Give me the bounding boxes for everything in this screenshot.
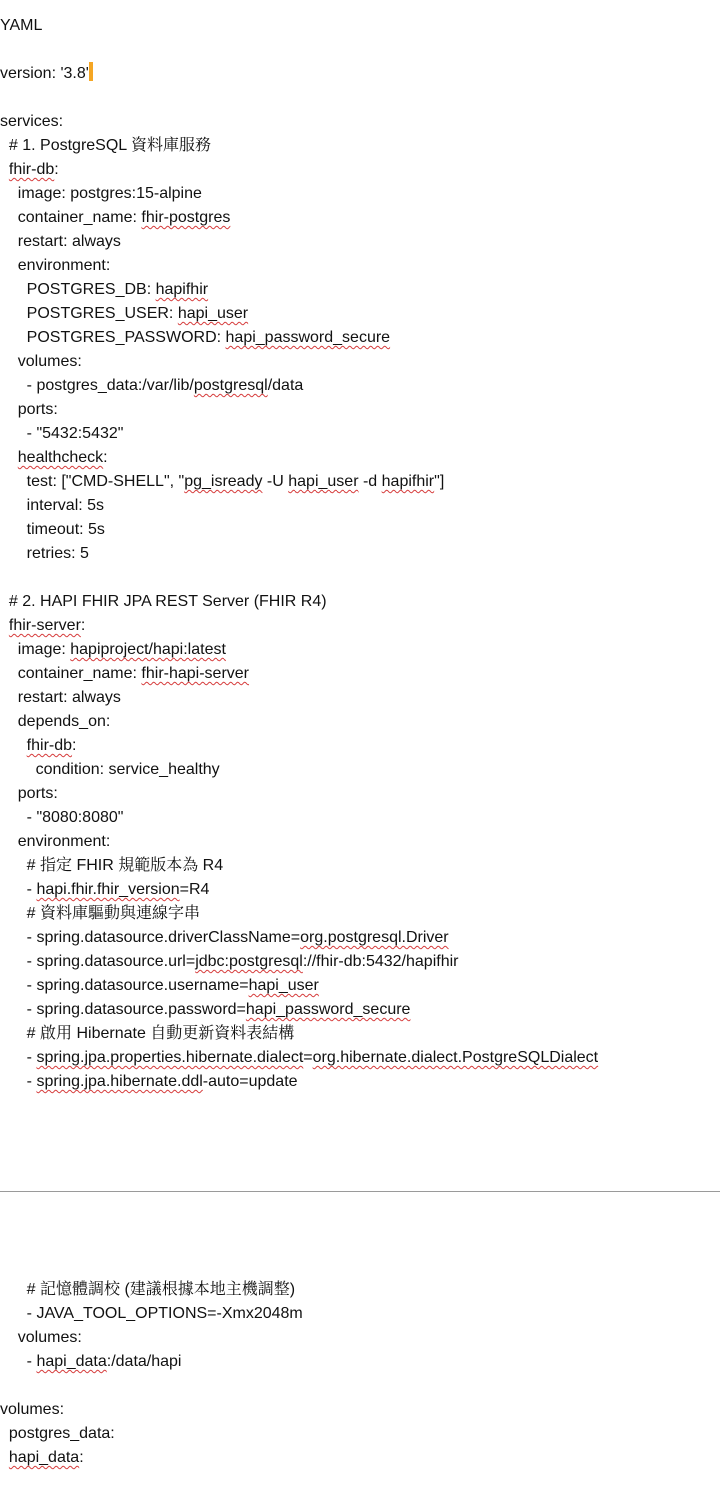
- spellcheck-flagged-text: healthcheck: [17, 449, 104, 466]
- line-text: :: [54, 161, 59, 178]
- line-text: environment:: [0, 257, 111, 274]
- spellcheck-flagged-text: fhir-db: [8, 161, 55, 178]
- line-text: volumes:: [0, 1329, 82, 1346]
- line-text: - spring.datasource.password=: [0, 1001, 246, 1018]
- line-text: -: [0, 881, 37, 898]
- line-text: [0, 1449, 9, 1466]
- line-text: POSTGRES_DB:: [0, 281, 156, 298]
- line-text: image:: [0, 641, 71, 658]
- document-line[interactable]: [0, 470, 720, 494]
- line-text: -: [0, 1049, 37, 1066]
- line-text: - postgres_data:/var/lib/: [0, 377, 194, 394]
- document-line[interactable]: [0, 302, 720, 326]
- line-text: -auto=update: [202, 1073, 298, 1090]
- document-line[interactable]: [0, 614, 720, 638]
- document-line[interactable]: [0, 566, 720, 590]
- line-text: - "8080:8080": [0, 809, 124, 826]
- line-text: # 記憶體調校 (建議根據本地主機調整): [0, 1281, 296, 1298]
- line-text: =R4: [179, 881, 210, 898]
- line-text: :: [103, 449, 108, 466]
- document-line[interactable]: [0, 1446, 720, 1470]
- spellcheck-flagged-text: jdbc:postgresql: [195, 953, 303, 970]
- line-text: -: [0, 1073, 37, 1090]
- document-line[interactable]: [0, 134, 720, 158]
- line-text: :: [79, 1449, 84, 1466]
- line-text: [0, 161, 9, 178]
- document-line[interactable]: [0, 278, 720, 302]
- spellcheck-flagged-text: postgresql: [193, 377, 268, 394]
- line-text: test: ["CMD-SHELL", ": [0, 473, 185, 490]
- document-line[interactable]: [0, 806, 720, 830]
- document-line[interactable]: [0, 1022, 720, 1046]
- line-text: # 1. PostgreSQL 資料庫服務: [0, 137, 212, 154]
- document-line[interactable]: [0, 638, 720, 662]
- line-text: postgres_data:: [0, 1425, 115, 1442]
- line-text: version: '3.8': [0, 65, 89, 82]
- document-page-1[interactable]: [0, 14, 720, 1094]
- document-line[interactable]: [0, 326, 720, 350]
- spellcheck-flagged-text: fhir-postgres: [141, 209, 231, 226]
- page-break-divider: [0, 1191, 720, 1192]
- line-text: [0, 737, 27, 754]
- document-line[interactable]: [0, 854, 720, 878]
- line-text: ://fhir-db:5432/hapifhir: [302, 953, 459, 970]
- document-line[interactable]: [0, 1374, 720, 1398]
- document-line[interactable]: [0, 878, 720, 902]
- document-line[interactable]: [0, 182, 720, 206]
- line-text: -: [0, 1353, 37, 1370]
- document-line[interactable]: [0, 1070, 720, 1094]
- document-line[interactable]: [0, 830, 720, 854]
- document-line[interactable]: [0, 758, 720, 782]
- line-text: [0, 617, 9, 634]
- text-cursor: [89, 62, 93, 81]
- spellcheck-flagged-text: pg_isready: [184, 473, 263, 490]
- line-text: ports:: [0, 785, 58, 802]
- line-text: =: [303, 1049, 313, 1066]
- spellcheck-flagged-text: fhir-server: [8, 617, 81, 634]
- document-line[interactable]: [0, 518, 720, 542]
- spellcheck-flagged-text: org.postgresql.Driver: [300, 929, 449, 946]
- spellcheck-flagged-text: hapi_password_secure: [245, 1001, 411, 1018]
- document-line[interactable]: [0, 1350, 720, 1374]
- document-line[interactable]: [0, 374, 720, 398]
- document-line[interactable]: [0, 686, 720, 710]
- line-text: retries: 5: [0, 545, 89, 562]
- line-text: volumes:: [0, 353, 82, 370]
- line-text: - spring.datasource.url=: [0, 953, 196, 970]
- spellcheck-flagged-text: hapifhir: [381, 473, 435, 490]
- line-text: environment:: [0, 833, 111, 850]
- document-line[interactable]: [0, 446, 720, 470]
- document-line[interactable]: [0, 38, 720, 62]
- spellcheck-flagged-text: spring.jpa.properties.hibernate.dialect: [36, 1049, 304, 1066]
- document-line[interactable]: [0, 734, 720, 758]
- line-text: POSTGRES_PASSWORD:: [0, 329, 226, 346]
- document-line[interactable]: [0, 710, 720, 734]
- document-line[interactable]: [0, 950, 720, 974]
- document-line[interactable]: [0, 926, 720, 950]
- line-text: POSTGRES_USER:: [0, 305, 178, 322]
- line-text: timeout: 5s: [0, 521, 105, 538]
- line-text: /data: [267, 377, 304, 394]
- line-text: :: [72, 737, 77, 754]
- document-line[interactable]: [0, 494, 720, 518]
- document-line[interactable]: [0, 398, 720, 422]
- line-text: container_name:: [0, 209, 142, 226]
- spellcheck-flagged-text: hapi.fhir.fhir_version: [36, 881, 180, 898]
- spellcheck-flagged-text: hapi_user: [288, 473, 359, 490]
- line-text: -U: [262, 473, 289, 490]
- line-text: restart: always: [0, 689, 121, 706]
- document-line[interactable]: [0, 662, 720, 686]
- document-line[interactable]: [0, 974, 720, 998]
- document-line[interactable]: [0, 1326, 720, 1350]
- document-line[interactable]: [0, 590, 720, 614]
- document-page-2[interactable]: [0, 1278, 720, 1470]
- spellcheck-flagged-text: hapi_user: [177, 305, 249, 322]
- line-text: - JAVA_TOOL_OPTIONS=-Xmx2048m: [0, 1305, 303, 1322]
- line-text: YAML: [0, 17, 43, 34]
- line-text: image: postgres:15-alpine: [0, 185, 202, 202]
- document-line[interactable]: [0, 62, 720, 86]
- line-text: [0, 449, 18, 466]
- line-text: services:: [0, 113, 64, 130]
- spellcheck-flagged-text: org.hibernate.dialect.PostgreSQLDialect: [312, 1049, 599, 1066]
- line-text: interval: 5s: [0, 497, 105, 514]
- spellcheck-flagged-text: spring.jpa.hibernate.ddl: [36, 1073, 203, 1090]
- document-line[interactable]: [0, 254, 720, 278]
- document-line[interactable]: [0, 1046, 720, 1070]
- line-text: container_name:: [0, 665, 142, 682]
- document-line[interactable]: [0, 86, 720, 110]
- line-text: volumes:: [0, 1401, 65, 1418]
- spellcheck-flagged-text: hapi_data: [8, 1449, 80, 1466]
- document-line[interactable]: [0, 230, 720, 254]
- document-line[interactable]: [0, 206, 720, 230]
- spellcheck-flagged-text: hapiproject/hapi:latest: [70, 641, 226, 658]
- line-text: # 資料庫驅動與連線字串: [0, 905, 201, 922]
- line-text: - spring.datasource.driverClassName=: [0, 929, 301, 946]
- line-text: depends_on:: [0, 713, 111, 730]
- spellcheck-flagged-text: hapi_user: [248, 977, 319, 994]
- line-text: - spring.datasource.username=: [0, 977, 249, 994]
- line-text: restart: always: [0, 233, 121, 250]
- document-line[interactable]: [0, 350, 720, 374]
- document-line[interactable]: [0, 1398, 720, 1422]
- spellcheck-flagged-text: fhir-hapi-server: [141, 665, 250, 682]
- line-text: -d: [358, 473, 382, 490]
- line-text: :/data/hapi: [106, 1353, 182, 1370]
- document-line[interactable]: [0, 1278, 720, 1302]
- document-line[interactable]: [0, 422, 720, 446]
- document-line[interactable]: [0, 158, 720, 182]
- line-text: # 啟用 Hibernate 自動更新資料表結構: [0, 1025, 295, 1042]
- spellcheck-flagged-text: hapifhir: [155, 281, 209, 298]
- line-text: ports:: [0, 401, 58, 418]
- line-text: condition: service_healthy: [0, 761, 220, 778]
- document-line[interactable]: [0, 1422, 720, 1446]
- document-line[interactable]: [0, 542, 720, 566]
- line-text: - "5432:5432": [0, 425, 124, 442]
- document-line[interactable]: [0, 14, 720, 38]
- document-line[interactable]: [0, 782, 720, 806]
- document-line[interactable]: [0, 110, 720, 134]
- spellcheck-flagged-text: hapi_data: [36, 1353, 107, 1370]
- line-text: :: [80, 617, 86, 634]
- line-text: # 2. HAPI FHIR JPA REST Server (FHIR R4): [0, 593, 327, 610]
- line-text: "]: [434, 473, 445, 490]
- spellcheck-flagged-text: hapi_password_secure: [225, 329, 391, 346]
- document-line[interactable]: [0, 998, 720, 1022]
- document-line[interactable]: [0, 902, 720, 926]
- line-text: # 指定 FHIR 規範版本為 R4: [0, 857, 224, 874]
- document-line[interactable]: [0, 1302, 720, 1326]
- spellcheck-flagged-text: fhir-db: [26, 737, 73, 754]
